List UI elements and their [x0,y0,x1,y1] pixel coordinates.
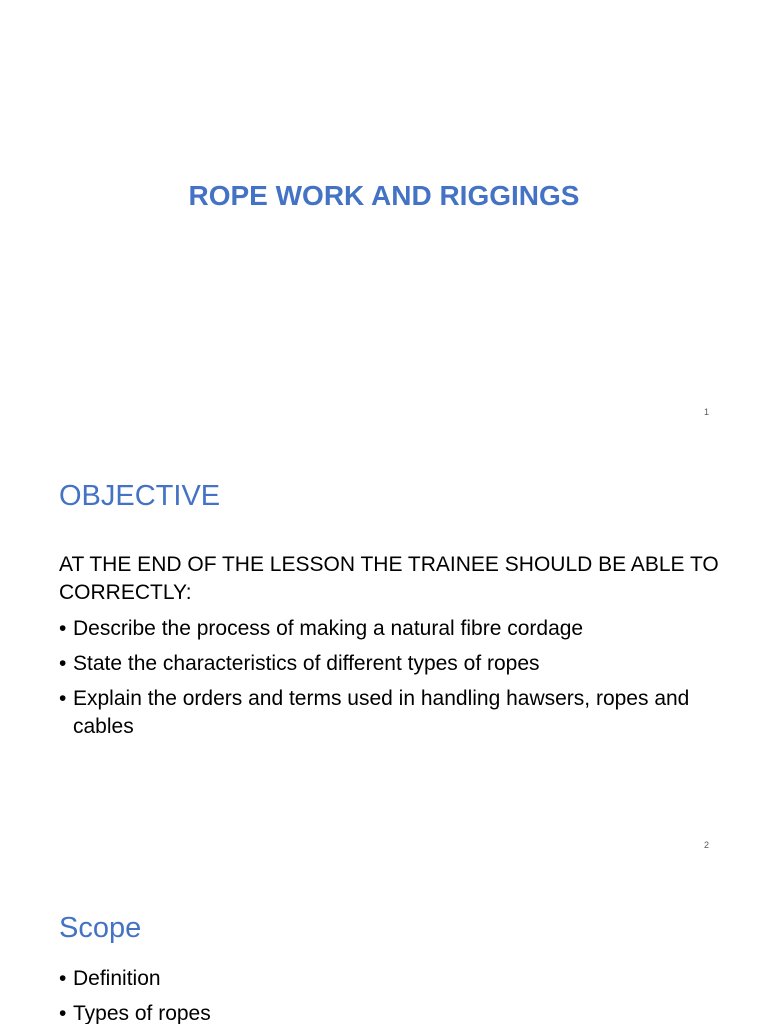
bullet-icon: • [59,967,67,990]
bullet-icon: • [59,1002,67,1024]
slide-heading-scope: Scope [59,912,142,944]
objective-intro: AT THE END OF THE LESSON THE TRAINEE SHOULD BE ABLE TO CORRECTLY: [59,553,719,604]
list-item: • Explain the orders and terms used in handling hawsers, ropes and cables [59,687,690,738]
bullet-icon: • [59,687,67,710]
slide-3 [0,868,768,1024]
slide-1 [0,0,768,434]
bullet-icon: • [59,617,67,640]
list-item: • Definition [59,965,719,993]
list-item: • Describe the process of making a natural fibre cordage [59,615,719,643]
scope-list [59,965,719,1024]
presentation-title: ROPE WORK AND RIGGINGS [188,180,580,211]
slide-2 [0,434,768,868]
list-item: • Types of ropes [59,1000,719,1024]
objective-list [59,615,719,748]
list-item: • State the characteristics of different types of ropes [59,650,719,678]
slide-heading-objective: OBJECTIVE [59,480,221,512]
bullet-icon: • [59,652,67,675]
slide-number: 1 [703,407,709,417]
slide-number: 2 [703,840,709,850]
